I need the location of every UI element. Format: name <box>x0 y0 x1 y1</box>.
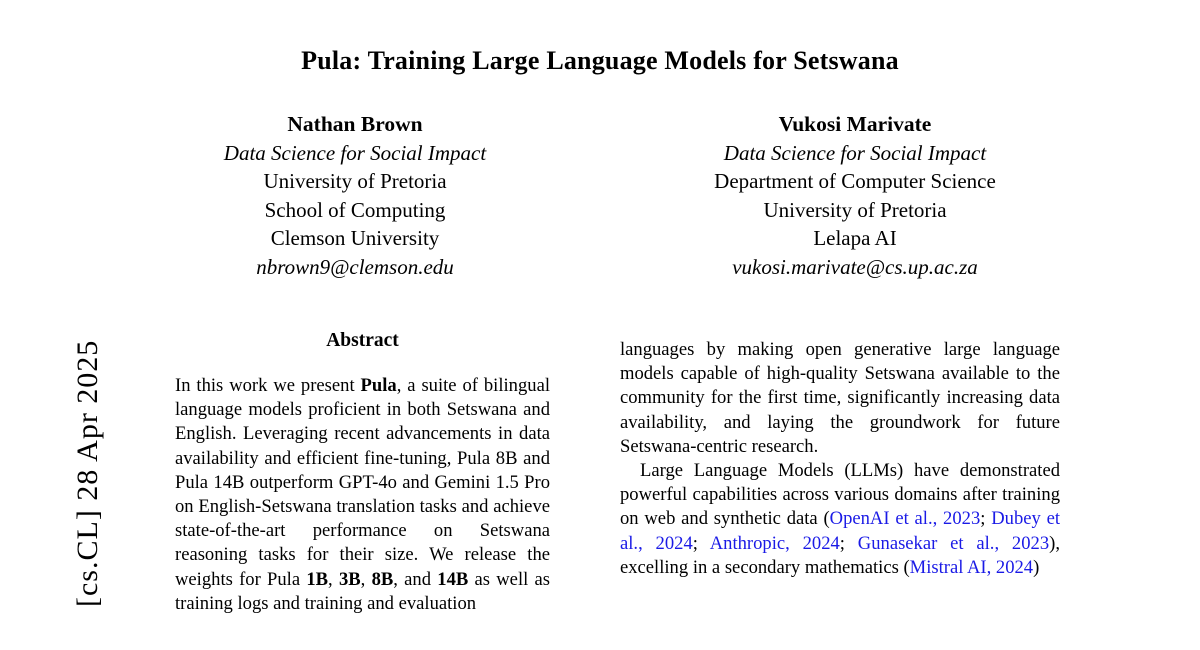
author-affiliation: Data Science for Social Impact <box>223 140 487 165</box>
abstract-run: In this work we present <box>175 375 361 396</box>
abstract-bold-3b: 3B <box>338 568 361 590</box>
abstract-bold-pula: Pula <box>360 375 397 396</box>
citation-link[interactable]: Anthropic, 2024 <box>709 532 840 554</box>
citation-sep: ; <box>980 508 992 530</box>
abstract-run: , a suite of bilingual language models proficient in both Setswana and English. Leveraging recent advancements in data availability and efficient fine-tuning, Pula 8B and Pula 14B outperform GPT-4o and Gemini 1.5 Pro on English-Setswana translation tasks and achieve state-of-the-art performance on Setswana reasoning tasks for their size. We release the weights for Pula <box>175 375 550 590</box>
left-column <box>175 330 550 616</box>
abstract-bold-1b: 1B <box>306 568 329 590</box>
author-affiliation: Lelapa AI <box>813 226 897 250</box>
two-column-body <box>0 330 1200 650</box>
paragraph-run: in a secondary mathematics ( <box>692 556 910 578</box>
author-name: Nathan Brown <box>287 112 423 136</box>
paragraph-run: Large Language Models (LLMs) have demonstrated powerful capabilities across various domains after training on web and synthetic data ( <box>620 460 1060 530</box>
abstract-heading: Abstract <box>326 330 399 351</box>
abstract-run: as well as training logs and training and evaluation <box>175 568 551 614</box>
paragraph-run: ), excelling <box>620 532 1060 578</box>
paragraph-run: ) <box>1033 556 1040 578</box>
author-affiliation: Clemson University <box>270 226 440 250</box>
author-block <box>640 110 1070 281</box>
author-list <box>140 110 1070 281</box>
author-affiliation: University of Pretoria <box>263 169 447 193</box>
page-title: Pula: Training Large Language Models for Setswana <box>301 46 899 75</box>
arxiv-stamp: [cs.CL] 28 Apr 2025 <box>71 339 104 607</box>
citation-link[interactable]: Gunasekar et al., 2023 <box>857 532 1050 554</box>
author-block <box>140 110 570 281</box>
citation-link[interactable]: OpenAI et al., 2023 <box>829 508 981 530</box>
author-name: Vukosi Marivate <box>778 112 932 136</box>
citation-sep: ; <box>839 532 858 554</box>
abstract-bold-8b: 8B <box>371 568 394 590</box>
citation-link[interactable]: Dubey et al., 2024 <box>620 508 1060 554</box>
intro-paragraph-2 <box>620 459 1060 580</box>
author-affiliation: Data Science for Social Impact <box>723 140 987 165</box>
page-bottom-clip <box>0 640 1200 648</box>
abstract-text <box>175 374 550 616</box>
author-affiliation: School of Computing <box>264 197 446 222</box>
abstract-run: , and <box>393 568 438 590</box>
author-affiliation: University of Pretoria <box>763 197 947 222</box>
citation-link[interactable]: Mistral AI, 2024 <box>909 556 1034 578</box>
author-email: vukosi.marivate@cs.up.ac.za <box>732 254 978 279</box>
author-email: nbrown9@clemson.edu <box>256 254 454 279</box>
abstract-run: , <box>328 568 339 590</box>
citation-sep: ; <box>692 532 710 554</box>
intro-paragraph-1: languages by making open generative large language models capable of high-quality Setswana available to the community for the first time, significantly increasing data availability, and laying the groundwork for future Setswana-centric research. <box>620 339 1060 457</box>
abstract-bold-14b: 14B <box>437 568 469 590</box>
author-affiliation: Department of Computer Science <box>714 169 996 193</box>
right-column <box>620 338 1060 580</box>
abstract-run: , <box>360 568 372 590</box>
